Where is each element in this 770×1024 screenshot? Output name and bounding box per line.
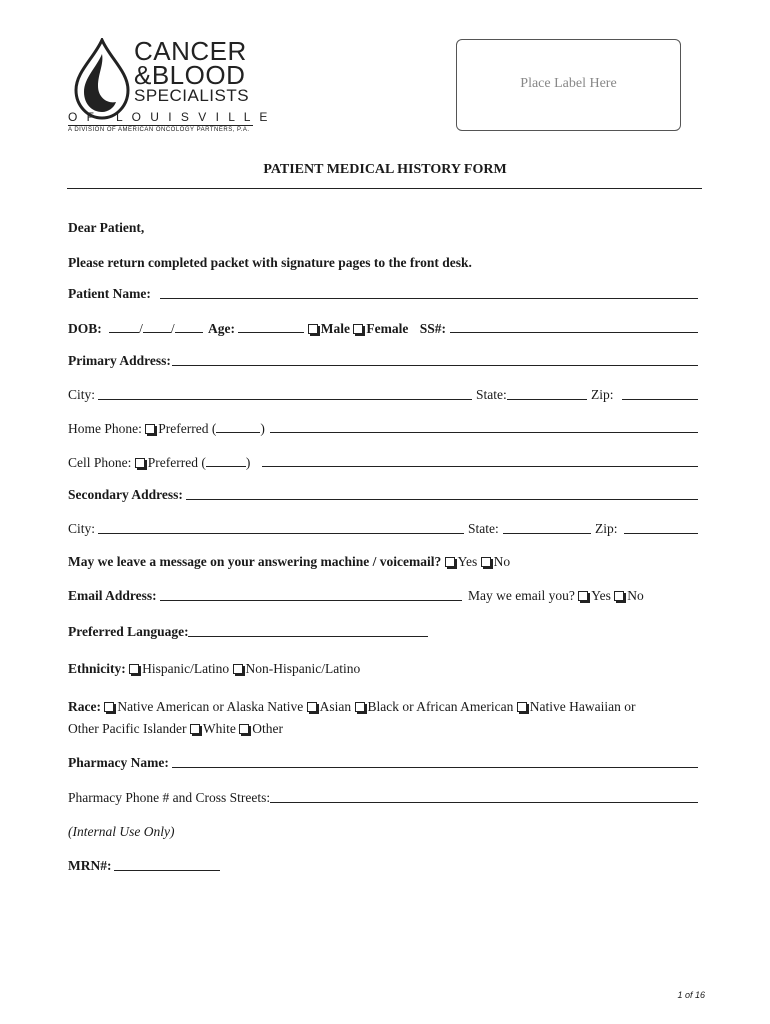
checkbox-icon[interactable] (233, 664, 243, 674)
race-row (68, 699, 635, 715)
preferred-label: Preferred ( (147, 455, 206, 470)
logo-line-specialists: SPECIALISTS (134, 86, 250, 105)
checkbox-icon[interactable] (307, 702, 317, 712)
email-field[interactable] (160, 600, 462, 601)
race-label: Race: (68, 699, 101, 714)
ethnicity-label: Ethnicity: (68, 661, 126, 676)
race-row-2 (68, 721, 283, 737)
checkbox-icon[interactable] (445, 557, 455, 567)
city2-field[interactable] (98, 533, 464, 534)
state2-label: State: (468, 521, 499, 536)
patient-name-label: Patient Name: (68, 286, 151, 301)
preferred-field[interactable] (206, 454, 246, 467)
dob-month-field[interactable] (109, 320, 139, 333)
checkbox-icon[interactable] (517, 702, 527, 712)
dob-label: DOB: (68, 321, 102, 336)
pacific-label: Other Pacific Islander (68, 721, 187, 736)
checkbox-icon[interactable] (308, 324, 318, 334)
no-label: No (627, 588, 644, 603)
checkbox-icon[interactable] (353, 324, 363, 334)
page-number: 1 of 16 (677, 990, 705, 1000)
pharmacy-label: Pharmacy Name: (68, 755, 169, 770)
cell-phone-field[interactable] (262, 466, 698, 467)
voicemail-row (68, 554, 510, 570)
city2-label: City: (68, 521, 96, 536)
checkbox-icon[interactable] (578, 591, 588, 601)
pharmacy-field[interactable] (172, 767, 698, 768)
place-label-box (456, 39, 681, 131)
checkbox-icon[interactable] (190, 724, 200, 734)
dob-day-field[interactable] (143, 320, 171, 333)
state-label: State: (476, 387, 507, 402)
non-hispanic-label: Non-Hispanic/Latino (245, 661, 361, 676)
zip-label: Zip: (591, 387, 614, 402)
primary-address-field[interactable] (172, 365, 698, 366)
white-label: White (202, 721, 236, 736)
age-field[interactable] (238, 320, 304, 333)
secondary-address-field[interactable] (186, 499, 698, 500)
ss-field[interactable] (450, 332, 698, 333)
age-label: Age: (208, 321, 236, 336)
male-label: Male (320, 321, 351, 336)
ss-label: SS#: (419, 321, 447, 336)
zip2-field[interactable] (624, 533, 698, 534)
instructions: Please return completed packet with signature pages to the front desk. (68, 255, 472, 270)
home-phone-label: Home Phone: (68, 421, 142, 436)
checkbox-icon[interactable] (355, 702, 365, 712)
logo-line-blood: &BLOOD (134, 60, 246, 90)
patient-name-field[interactable] (160, 298, 698, 299)
checkbox-icon[interactable] (104, 702, 114, 712)
checkbox-icon[interactable] (481, 557, 491, 567)
city-field[interactable] (98, 399, 472, 400)
state2-field[interactable] (503, 533, 591, 534)
zip2-label: Zip: (595, 521, 618, 536)
title-rule (67, 188, 702, 189)
hispanic-label: Hispanic/Latino (142, 661, 230, 676)
zip-field[interactable] (622, 399, 698, 400)
hawaiian-label: Native Hawaiian or (529, 699, 636, 714)
language-field[interactable] (188, 636, 428, 637)
checkbox-icon[interactable] (135, 458, 145, 468)
email-permission-row (468, 588, 644, 604)
asian-label: Asian (319, 699, 352, 714)
language-label: Preferred Language: (68, 624, 189, 639)
yes-label: Yes (457, 554, 478, 569)
checkbox-icon[interactable] (145, 424, 155, 434)
email-question: May we email you? (468, 588, 575, 603)
home-phone-field[interactable] (270, 432, 698, 433)
cell-phone-label: Cell Phone: (68, 455, 132, 470)
logo-division-text: A DIVISION OF AMERICAN ONCOLOGY PARTNERS, P.A. (68, 127, 250, 133)
pharmacy-phone-field[interactable] (270, 802, 698, 803)
internal-use-label: (Internal Use Only) (68, 824, 175, 839)
female-label: Female (366, 321, 409, 336)
dob-row (68, 320, 446, 337)
blood-drop-icon (68, 38, 136, 120)
dob-separator: / (170, 321, 175, 336)
other-label: Other (252, 721, 283, 736)
home-phone-row (68, 420, 265, 437)
voicemail-question: May we leave a message on your answering machine / voicemail? (68, 554, 442, 569)
native-american-label: Native American or Alaska Native (117, 699, 304, 714)
cell-phone-row (68, 454, 250, 471)
form-title: PATIENT MEDICAL HISTORY FORM (263, 162, 507, 177)
checkbox-icon[interactable] (129, 664, 139, 674)
primary-address-label: Primary Address: (68, 353, 171, 368)
no-label: No (493, 554, 511, 569)
place-label-text: Place Label Here (520, 76, 617, 91)
dob-separator: / (139, 321, 143, 336)
city-label: City: (68, 387, 96, 402)
checkbox-icon[interactable] (614, 591, 624, 601)
ethnicity-row (68, 661, 360, 677)
logo-line-cancer: CANCER (134, 36, 247, 66)
dob-year-field[interactable] (175, 320, 203, 333)
email-label: Email Address: (68, 588, 157, 603)
logo-line-louisville: O F L O U I S V I L L E (68, 110, 271, 124)
checkbox-icon[interactable] (239, 724, 249, 734)
black-label: Black or African American (367, 699, 514, 714)
logo-divider (68, 125, 253, 126)
logo (68, 36, 271, 136)
greeting: Dear Patient, (68, 220, 145, 235)
mrn-label: MRN#: (68, 858, 112, 873)
pharmacy-phone-label: Pharmacy Phone # and Cross Streets: (68, 790, 271, 805)
secondary-address-label: Secondary Address: (68, 487, 183, 502)
preferred-field[interactable] (216, 420, 260, 433)
yes-label: Yes (591, 588, 611, 603)
preferred-label: Preferred ( (158, 421, 217, 436)
state-field[interactable] (507, 399, 587, 400)
preferred-close: ) (260, 421, 265, 436)
preferred-close: ) (245, 455, 251, 470)
mrn-field[interactable] (114, 870, 220, 871)
